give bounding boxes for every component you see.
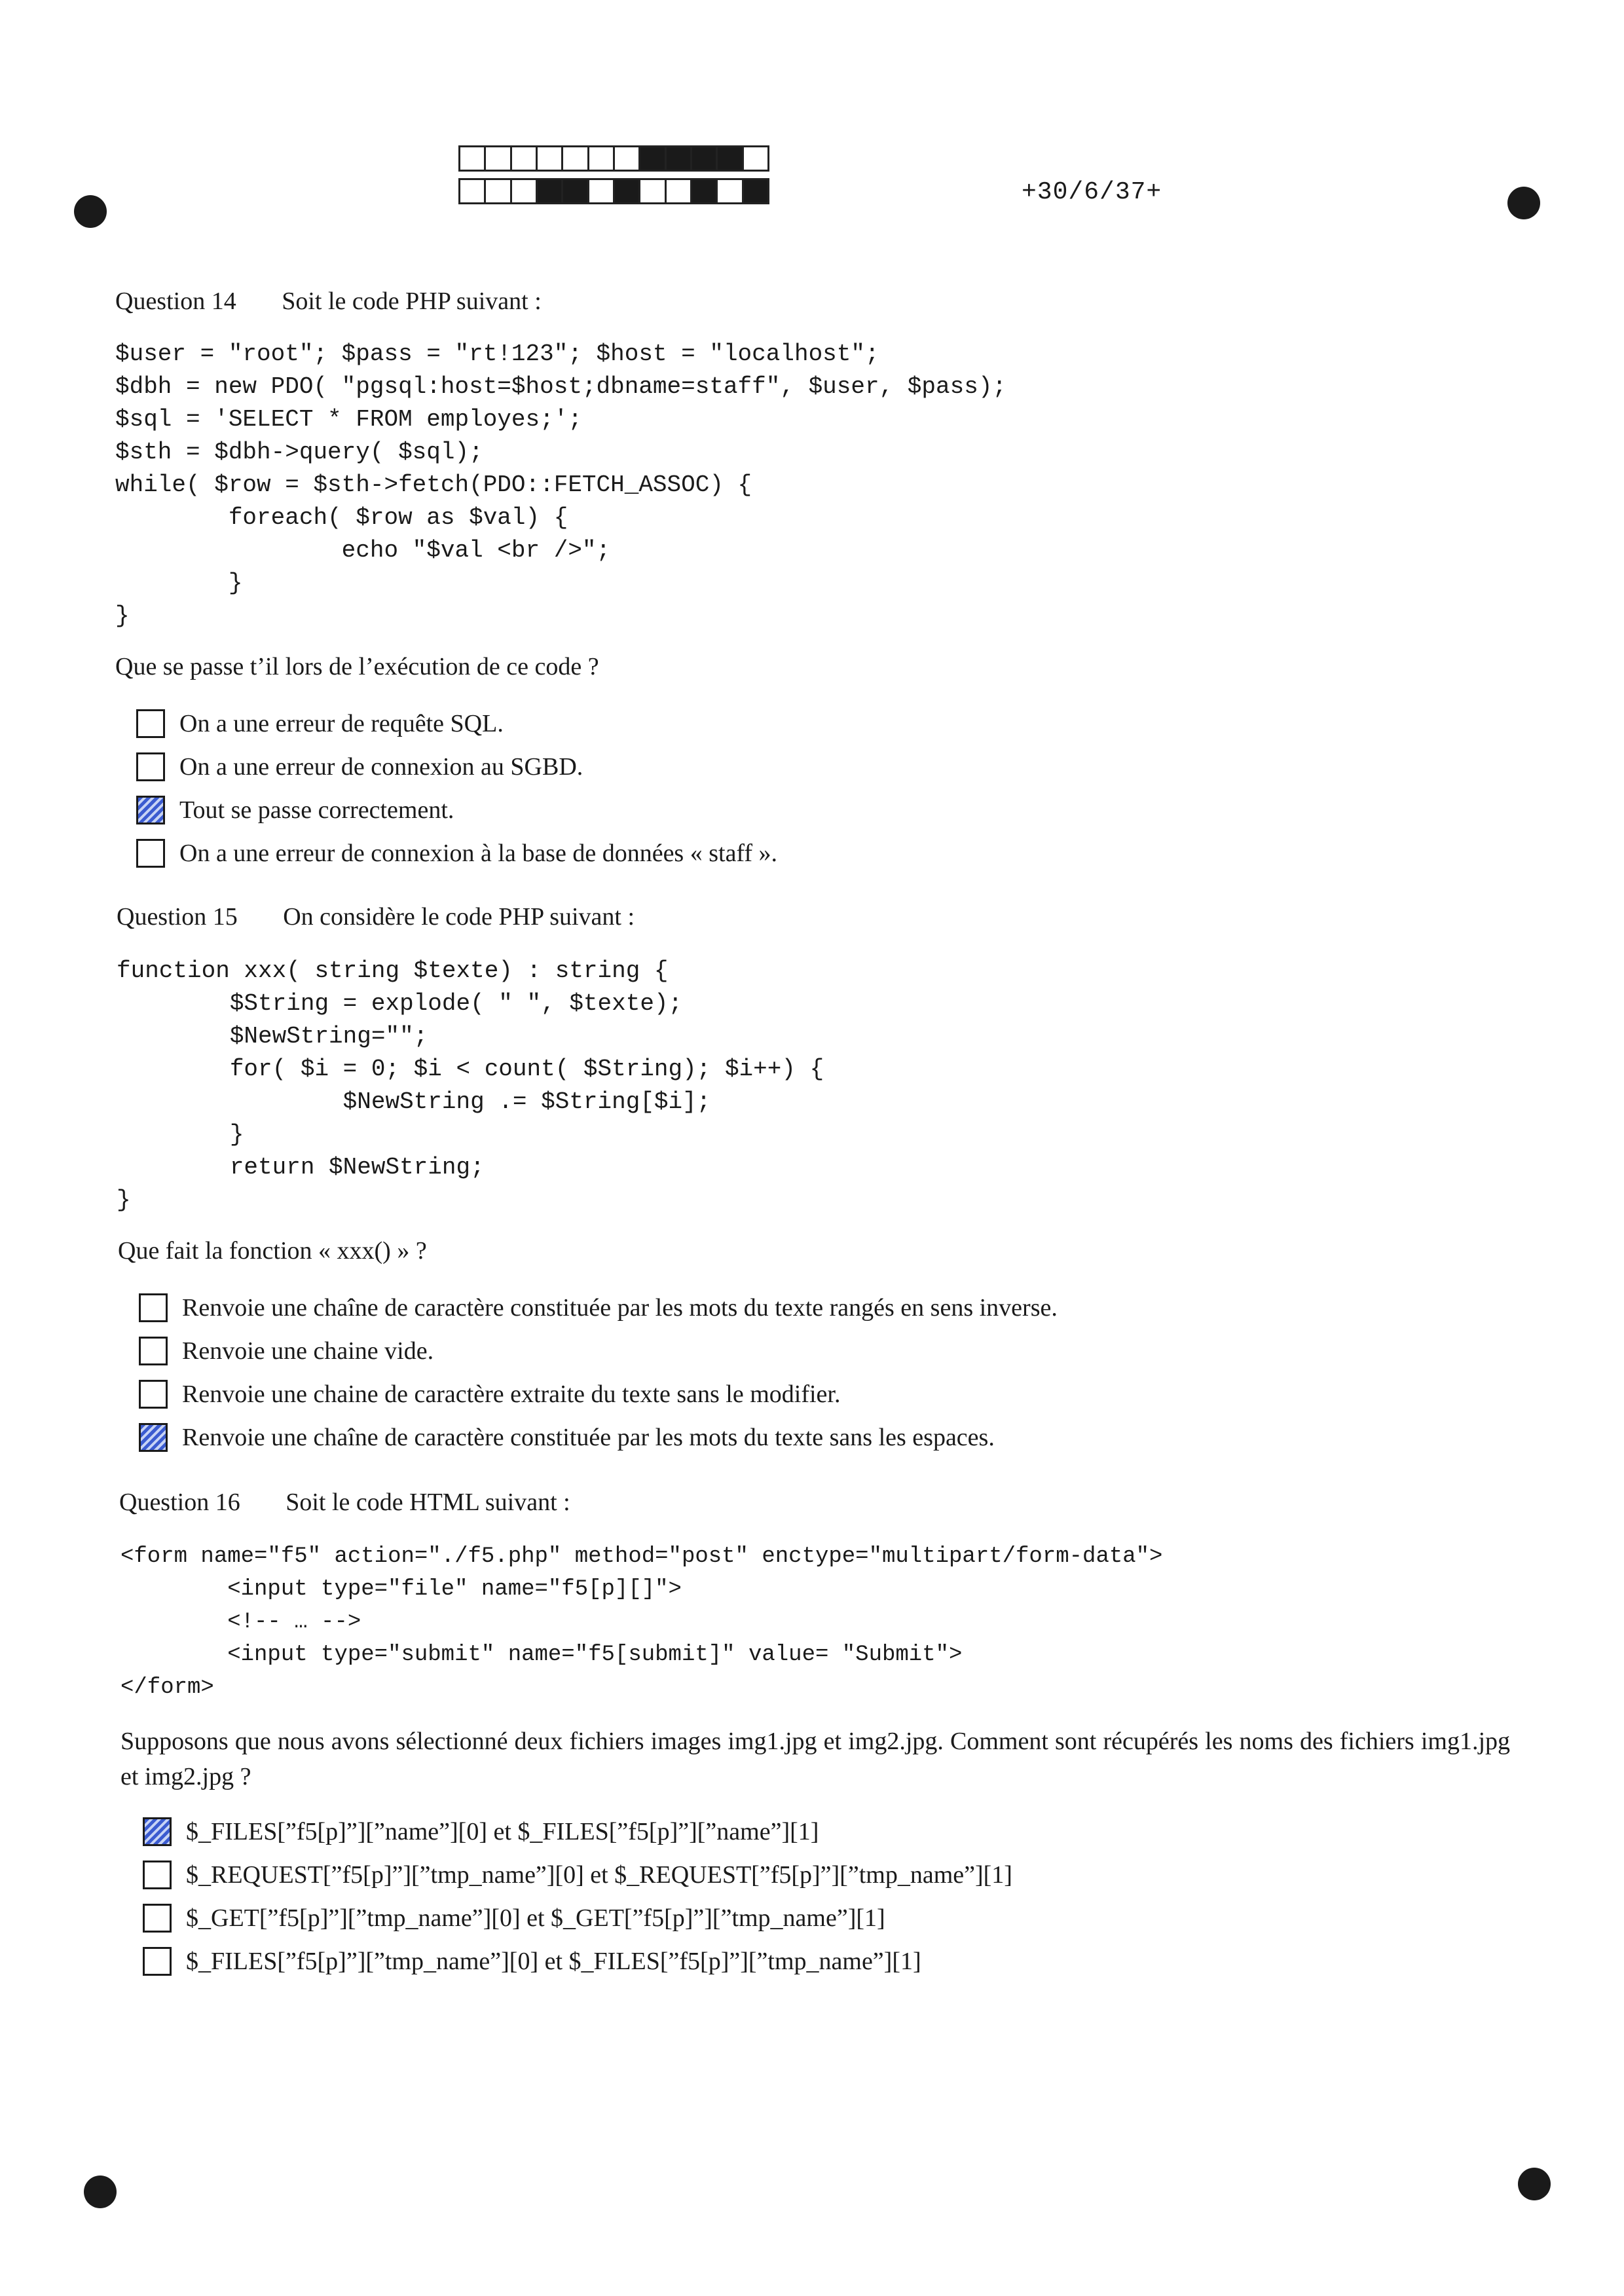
question-15-answers — [139, 1286, 1058, 1459]
question-16-header — [119, 1488, 570, 1517]
answer-checkbox-checked[interactable] — [136, 796, 165, 824]
answer-text: $_FILES[”f5[p]”][”tmp_name”][0] et $_FILES[”f5[p]”][”tmp_name”][1] — [186, 1948, 921, 1975]
code-line: while( $row = $sth->fetch(PDO::FETCH_ASSOC) { — [115, 472, 752, 498]
answer-text: $_REQUEST[”f5[p]”][”tmp_name”][0] et $_REQUEST[”f5[p]”][”tmp_name”][1] — [186, 1861, 1012, 1889]
answer-checkbox[interactable] — [136, 839, 165, 868]
barcode-cell — [718, 180, 743, 202]
code-line: } — [115, 570, 243, 597]
answer-text: $_GET[”f5[p]”][”tmp_name”][0] et $_GET[”f5[p]”][”tmp_name”][1] — [186, 1904, 885, 1932]
registration-mark-bottom-left — [84, 2176, 117, 2208]
answer-option[interactable] — [136, 832, 777, 875]
answer-checkbox[interactable] — [139, 1380, 168, 1409]
code-line: <form name="f5" action="./f5.php" method="post" enctype="multipart/form-data"> — [120, 1544, 1163, 1569]
answer-option[interactable] — [143, 1810, 1012, 1853]
question-14-answers — [136, 702, 777, 875]
code-line: } — [117, 1187, 131, 1213]
code-line: for( $i = 0; $i < count( $String); $i++) { — [117, 1056, 824, 1083]
code-line: return $NewString; — [117, 1154, 485, 1181]
answer-checkbox[interactable] — [143, 1947, 172, 1976]
question-intro: Soit le code HTML suivant : — [286, 1489, 570, 1516]
barcode-cell — [512, 147, 538, 170]
barcode-cell — [589, 180, 615, 202]
question-intro: On considère le code PHP suivant : — [283, 903, 635, 931]
barcode-cell — [460, 147, 486, 170]
code-line: $dbh = new PDO( "pgsql:host=$host;dbname=staff", $user, $pass); — [115, 373, 1007, 400]
answer-text: Renvoie une chaine vide. — [182, 1337, 434, 1365]
question-15-code — [117, 955, 824, 1217]
registration-mark-bottom-right — [1518, 2168, 1551, 2200]
code-line: $String = explode( " ", $texte); — [117, 990, 683, 1017]
answer-text: On a une erreur de requête SQL. — [179, 710, 504, 737]
barcode-cell — [667, 147, 692, 170]
barcode-cell — [744, 147, 767, 170]
barcode-cell — [512, 180, 538, 202]
question-intro: Soit le code PHP suivant : — [282, 287, 542, 315]
code-line: echo "$val <br />"; — [115, 537, 611, 564]
question-label: Question 15 — [117, 903, 238, 931]
answer-option[interactable] — [136, 745, 777, 788]
page-id: +30/6/37+ — [1022, 178, 1162, 206]
answer-option[interactable] — [136, 788, 777, 832]
answer-text: Renvoie une chaine de caractère extraite du texte sans le modifier. — [182, 1380, 841, 1408]
answer-checkbox[interactable] — [136, 752, 165, 781]
barcode-cell — [692, 147, 718, 170]
answer-checkbox[interactable] — [143, 1861, 172, 1889]
answer-option[interactable] — [143, 1940, 1012, 1983]
barcode-cell — [563, 180, 589, 202]
answer-text: On a une erreur de connexion au SGBD. — [179, 753, 583, 781]
barcode-cell — [640, 180, 666, 202]
barcode-cell — [589, 147, 615, 170]
code-line: $user = "root"; $pass = "rt!123"; $host = "localhost"; — [115, 341, 879, 367]
registration-mark-top-left — [74, 195, 107, 228]
code-line: } — [115, 602, 130, 629]
barcode-top-row — [458, 145, 769, 172]
barcode-cell — [667, 180, 692, 202]
code-line: <input type="file" name="f5[p][]"> — [120, 1577, 682, 1602]
barcode-cell — [692, 180, 718, 202]
registration-mark-top-right — [1507, 187, 1540, 219]
answer-checkbox[interactable] — [139, 1337, 168, 1365]
answer-checkbox-checked[interactable] — [143, 1817, 172, 1846]
code-line: } — [117, 1121, 244, 1148]
answer-text: $_FILES[”f5[p]”][”name”][0] et $_FILES[”f5[p]”][”name”][1] — [186, 1818, 819, 1845]
code-line: $sql = 'SELECT * FROM employes;'; — [115, 406, 582, 433]
code-line: $sth = $dbh->query( $sql); — [115, 439, 483, 466]
question-16-answers — [143, 1810, 1012, 1983]
question-label: Question 14 — [115, 287, 236, 315]
barcode-cell — [538, 147, 563, 170]
answer-option[interactable] — [143, 1897, 1012, 1940]
code-line: $NewString .= $String[$i]; — [117, 1088, 711, 1115]
question-15-prompt: Que fait la fonction « xxx() » ? — [118, 1237, 427, 1265]
barcode-cell — [744, 180, 767, 202]
code-line: <!-- … --> — [120, 1610, 361, 1635]
code-line: <input type="submit" name="f5[submit]" value= "Submit"> — [120, 1642, 963, 1667]
question-16-prompt: Supposons que nous avons sélectionné deux fichiers images img1.jpg et img2.jpg. Comment sont récupérés les noms des fichiers img1.jpg et img2.jpg ? — [120, 1728, 1510, 1790]
barcode-bottom-row — [458, 178, 769, 204]
question-15-header — [117, 902, 635, 931]
answer-option[interactable] — [139, 1373, 1058, 1416]
answer-checkbox[interactable] — [143, 1904, 172, 1933]
barcode-cell — [486, 180, 511, 202]
answer-text: Renvoie une chaîne de caractère constituée par les mots du texte sans les espaces. — [182, 1424, 995, 1451]
answer-text: Renvoie une chaîne de caractère constituée par les mots du texte rangés en sens inverse. — [182, 1294, 1058, 1322]
code-line: function xxx( string $texte) : string { — [117, 957, 669, 984]
question-14-prompt: Que se passe t’il lors de l’exécution de ce code ? — [115, 653, 599, 680]
answer-text: Tout se passe correctement. — [179, 796, 454, 824]
answer-checkbox[interactable] — [139, 1293, 168, 1322]
answer-option[interactable] — [139, 1329, 1058, 1373]
question-14-code — [115, 338, 1006, 633]
barcode-cell — [563, 147, 589, 170]
barcode-cell — [640, 147, 666, 170]
answer-checkbox[interactable] — [136, 709, 165, 738]
barcode-cell — [615, 180, 640, 202]
answer-checkbox-checked[interactable] — [139, 1423, 168, 1452]
answer-option[interactable] — [139, 1416, 1058, 1459]
barcode-cell — [486, 147, 511, 170]
question-label: Question 16 — [119, 1489, 240, 1516]
code-line: $NewString=""; — [117, 1023, 428, 1050]
answer-text: On a une erreur de connexion à la base de données « staff ». — [179, 840, 778, 867]
barcode-cell — [615, 147, 640, 170]
barcode-cell — [718, 147, 743, 170]
answer-option[interactable] — [143, 1853, 1012, 1897]
answer-option[interactable] — [136, 702, 777, 745]
code-line: </form> — [120, 1675, 214, 1700]
barcode-cell — [538, 180, 563, 202]
answer-option[interactable] — [139, 1286, 1058, 1329]
question-16-code — [120, 1540, 1162, 1704]
barcode-cell — [460, 180, 486, 202]
question-14-header — [115, 287, 542, 316]
code-line: foreach( $row as $val) { — [115, 504, 568, 531]
